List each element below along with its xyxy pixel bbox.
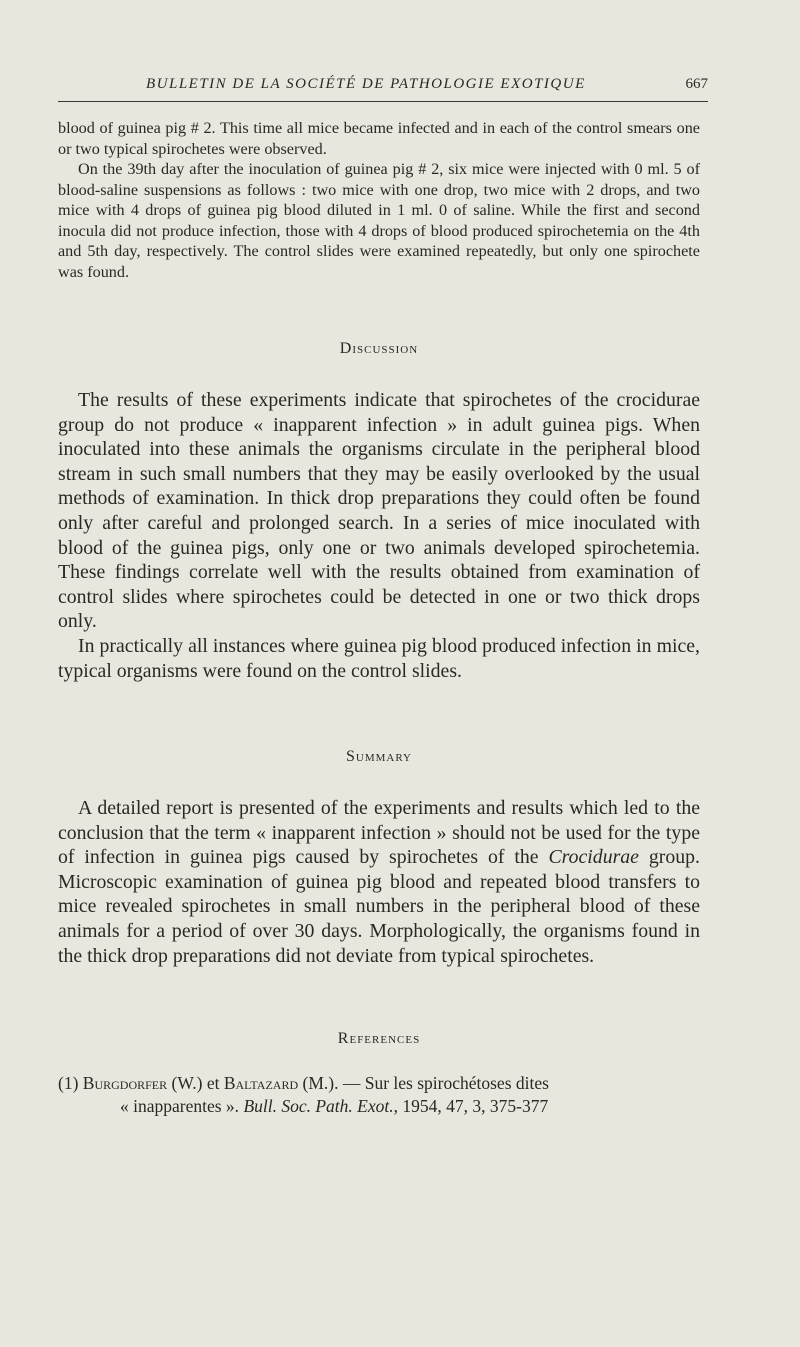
summary-italic-term: Crocidurae — [548, 846, 639, 869]
summary-heading: Summary — [345, 748, 413, 765]
running-head — [58, 72, 708, 102]
running-title: BULLETIN DE LA SOCIÉTÉ DE PATHOLOGIE EXOTIQUE — [146, 76, 586, 92]
summary-paragraph — [58, 796, 700, 968]
summary-block — [58, 796, 700, 968]
reference-item — [58, 1072, 700, 1118]
page-number: 667 — [685, 76, 708, 92]
discussion-block — [58, 388, 700, 683]
reference-author-2: Baltazard — [223, 1073, 299, 1093]
summary-text-1: A detailed report is presented of the experiments and results which led to the conclusion that the term « inapparent infection » should not be used for the type of infection in guinea pigs caused by spirochetes of the — [58, 797, 700, 869]
reference-journal: Bull. Soc. Path. Exot. — [243, 1096, 394, 1116]
summary-text-2: group. Microscopic examination of guinea pig blood and repeated blood transfers to mice revealed spirochetes in small numbers in the peripheral blood of these animals for a period of over 30 days. Morphologically, the organisms found in the thick drop preparations did not deviate from typical spirochetes. — [58, 846, 701, 967]
references-heading: References — [337, 1030, 421, 1047]
intro-paragraph-1: blood of guinea pig # 2. This time all mice became infected and in each of the control smears one or two typical spirochetes were observed. — [58, 119, 700, 158]
discussion-paragraph-1: The results of these experiments indicate that spirochetes of the crocidurae group do not produce « inapparent infection » in adult guinea pigs. When inoculated into these animals the organisms circulate in the peripheral blood stream in such small numbers that they may be easily overlooked by the usual methods of examination. In thick drop preparations they could often be found only after careful and prolonged search. In a series of mice inoculated with blood of the guinea pigs, only one or two animals developed spirochetemia. These findings correlate well with the results obtained from examination of control slides where spirochetes could be detected in one or two thick drops only. — [58, 389, 700, 633]
reference-number: (1) — [58, 1073, 79, 1093]
reference-line-1 — [58, 1072, 700, 1095]
reference-citation: , 1954, 47, 3, 375-377 — [393, 1096, 549, 1116]
intro-paragraph-2: On the 39th day after the inoculation of guinea pig # 2, six mice were injected with 0 ml. 5 of blood-saline suspensions as follows : two mice with one drop, two mice with 2 drops, and two mice with 4 drops of guinea pig blood diluted in 1 ml. 0 of saline. While the first and second inocula did not produce infection, those with 4 drops of blood produced spirochetemia on the 4th and 5th day, respectively. The control slides were examined repeatedly, but only one spirochete was found. — [58, 160, 700, 281]
reference-author-1: Burgdorfer — [82, 1073, 168, 1093]
header-rule — [58, 101, 708, 102]
reference-list — [58, 1072, 700, 1118]
discussion-paragraph-2: In practically all instances where guinea pig blood produced infection in mice, typical organisms were found on the control slides. — [58, 634, 700, 682]
intro-block — [58, 118, 700, 282]
discussion-heading: Discussion — [339, 340, 419, 357]
reference-initial-2: (M.). — Sur les spirochétoses dites — [302, 1073, 549, 1093]
reference-line-2 — [58, 1095, 700, 1118]
reference-title-end: « inapparentes ». — [120, 1096, 244, 1116]
reference-initial-1: (W.) et — [171, 1073, 220, 1093]
